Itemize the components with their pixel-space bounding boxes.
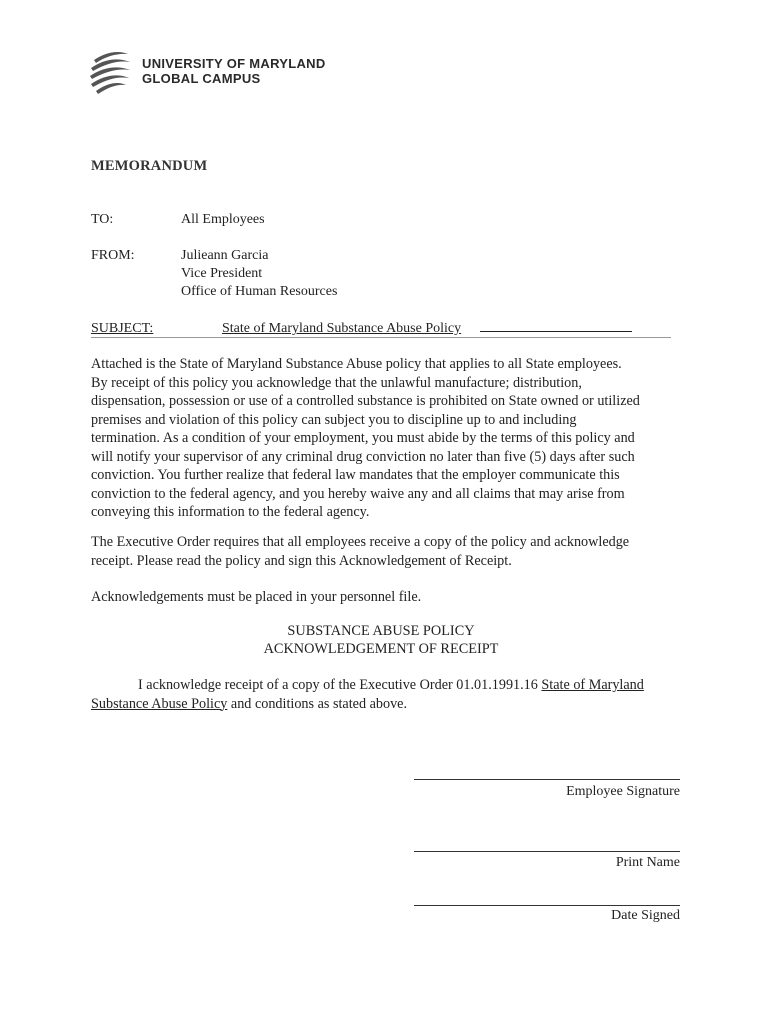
university-name [142,56,326,86]
ack-statement [91,676,681,713]
university-logo-icon [88,46,132,98]
ack-line-1 [91,676,681,695]
paragraph-line: premises and violation of this policy can subject you to discipline up to and including [91,411,577,428]
subject-blank-line [480,331,632,332]
logo-line-2: GLOBAL CAMPUS [142,71,261,86]
ack-heading-2: ACKNOWLEDGEMENT OF RECEIPT [263,641,499,657]
date-signed-label: Date Signed [611,908,680,923]
print-name-field[interactable] [414,851,680,852]
paragraph-line: receipt. Please read the policy and sign this Acknowledgement of Receipt. [91,552,512,569]
paragraph-line: will notify your supervisor of any criminal drug conviction no later than five (5) days after such [91,448,635,465]
from-label: FROM: [91,248,135,263]
employee-signature-field[interactable] [414,779,680,780]
ack-text: and conditions as stated above. [227,695,408,712]
subject-label: SUBJECT: [91,321,154,336]
from-name: Julieann Garcia [181,248,269,263]
paragraph-line: dispensation, possession or use of a controlled substance is prohibited on State owned or utilized [91,393,640,409]
from-office: Office of Human Resources [181,284,338,299]
to-label: TO: [91,212,114,227]
executive-order-paragraph [91,533,681,570]
personnel-file-note: Acknowledgements must be placed in your personnel file. [91,589,422,605]
policy-paragraph [91,355,681,522]
ack-heading-1: SUBSTANCE ABUSE POLICY [287,623,475,639]
to-value: All Employees [181,212,265,227]
ack-text: I acknowledge receipt of a copy of the Executive Order 01.01.1991.16 [138,677,542,693]
paragraph-line: Attached is the State of Maryland Substance Abuse policy that applies to all State employees. [91,356,622,372]
policy-title-part-1: State of Maryland [541,677,644,693]
ack-line-2 [91,695,681,714]
from-title: Vice President [181,266,263,281]
paragraph-line: conveying this information to the federal agency. [91,504,370,520]
paragraph-line: conviction. You further realize that federal law mandates that the employer communicate this [91,467,620,483]
employee-signature-label: Employee Signature [566,784,680,799]
paragraph-line: termination. As a condition of your employment, you must abide by the terms of this policy and [91,430,635,446]
paragraph-line: By receipt of this policy you acknowledge that the unlawful manufacture; distribution, [91,374,582,391]
paragraph-line: conviction to the federal agency, and you hereby waive any and all claims that may arise from [91,485,625,502]
date-signed-field[interactable] [414,905,680,906]
logo-line-1: UNIVERSITY OF MARYLAND [142,56,326,71]
memo-title: MEMORANDUM [91,158,208,174]
policy-title-part-2: Substance Abuse Policy [91,695,228,712]
subject-value: State of Maryland Substance Abuse Policy [222,321,462,336]
paragraph-line: The Executive Order requires that all employees receive a copy of the policy and acknowledge [91,534,630,550]
print-name-label: Print Name [615,855,680,870]
